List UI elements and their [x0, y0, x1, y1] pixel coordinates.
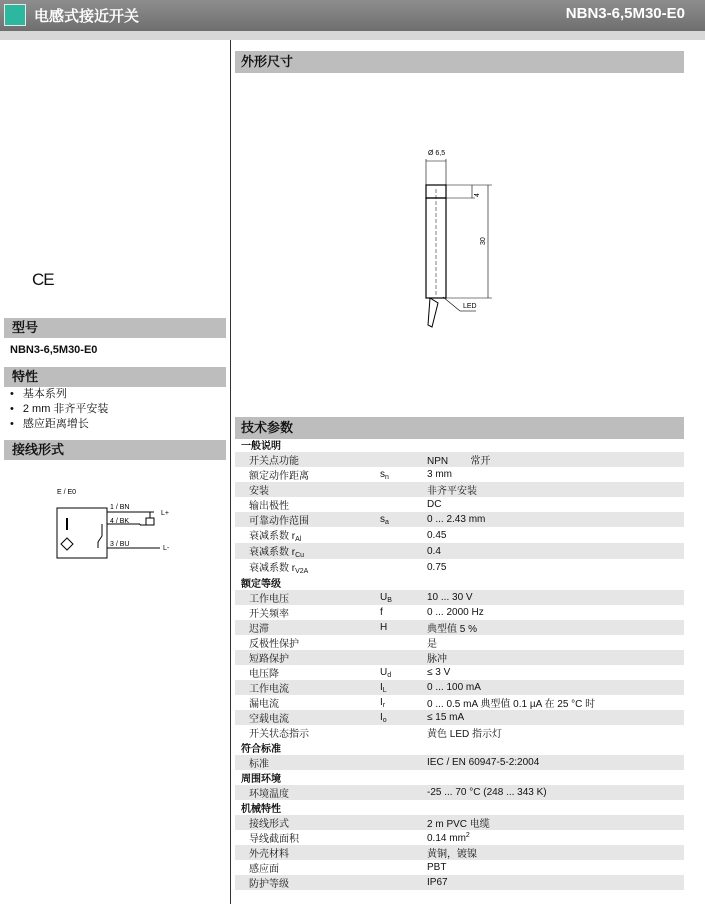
spec-value: IP67	[427, 877, 448, 888]
spec-name: 感应面	[249, 864, 279, 875]
spec-section-label: 符合标准	[241, 744, 281, 755]
spec-value-cell	[421, 695, 684, 710]
spec-row	[235, 482, 684, 497]
spec-value: 是	[427, 639, 437, 650]
spec-name: 可靠动作范围	[249, 516, 309, 527]
spec-value-cell	[421, 680, 684, 695]
spec-row	[235, 620, 684, 635]
spec-name-cell	[235, 497, 380, 512]
spec-row	[235, 650, 684, 665]
spec-name-subscript: V2A	[295, 568, 309, 575]
spec-value: 0.4	[427, 545, 441, 557]
spec-value-cell	[421, 650, 684, 665]
spec-name-cell	[235, 695, 380, 710]
spec-name-cell	[235, 680, 380, 695]
spec-name-cell	[235, 512, 380, 527]
spec-name: 工作电流	[249, 684, 289, 695]
spec-value: 2 m PVC 电缆	[427, 819, 490, 830]
spec-symbol-cell	[380, 467, 421, 482]
feature-item: • 基本系列	[10, 387, 108, 402]
spec-row	[235, 680, 684, 695]
type-heading: 型号	[4, 318, 226, 338]
spec-symbol-cell	[380, 680, 421, 695]
spec-name-cell	[235, 665, 380, 680]
specs-heading: 技术参数	[235, 417, 684, 439]
led-label: LED	[463, 303, 477, 310]
spec-name: 衰减系数 r	[249, 531, 296, 542]
spec-section-title	[235, 575, 684, 590]
spec-name: 额定动作距离	[249, 471, 309, 482]
feature-item: • 感应距离增长	[10, 417, 108, 432]
spec-value: DC	[427, 499, 442, 510]
page-header	[0, 0, 705, 31]
spec-row	[235, 860, 684, 875]
spec-row	[235, 875, 684, 890]
spec-section-title	[235, 770, 684, 785]
spec-value-superscript: 2	[465, 831, 470, 839]
spec-name-cell	[235, 785, 380, 800]
spec-row	[235, 755, 684, 770]
spec-symbol-cell	[380, 605, 421, 620]
spec-symbol-subscript: a	[385, 518, 389, 526]
switch-contact-icon	[98, 536, 102, 542]
spec-section-label: 机械特性	[241, 804, 281, 815]
spec-value-cell	[421, 725, 684, 740]
spec-name: 工作电压	[249, 594, 289, 605]
spec-symbol-subscript: r	[382, 701, 386, 709]
spec-value: 0 ... 2000 Hz	[427, 607, 484, 618]
spec-value-cell	[421, 527, 684, 543]
diameter-label: Ø 6,5	[428, 150, 446, 157]
spec-symbol-cell	[380, 830, 421, 845]
spec-name: 衰减系数 r	[249, 563, 296, 574]
spec-symbol: f	[380, 607, 383, 618]
spec-row	[235, 452, 684, 467]
spec-symbol: s	[380, 468, 385, 480]
dimensions-heading: 外形尺寸	[235, 51, 684, 73]
spec-row	[235, 785, 684, 800]
plus-label: L+	[161, 510, 169, 517]
spec-value-cell	[421, 875, 684, 890]
spec-symbol: U	[380, 666, 388, 678]
spec-symbol-cell	[380, 665, 421, 680]
spec-symbol-cell	[380, 512, 421, 527]
spec-value-cell	[421, 845, 684, 860]
spec-name-cell	[235, 452, 380, 467]
spec-symbol-cell	[380, 590, 421, 605]
spec-symbol: H	[380, 622, 388, 633]
spec-symbol-subscript: B	[387, 596, 392, 604]
spec-symbol-cell	[380, 543, 421, 559]
spec-row	[235, 559, 684, 575]
spec-name: 开关点功能	[249, 456, 299, 467]
spec-value: 0.14 mm	[427, 832, 466, 844]
spec-value: ≤ 15 mA	[427, 712, 465, 723]
spec-value: PBT	[427, 862, 447, 873]
spec-row	[235, 845, 684, 860]
spec-symbol: s	[380, 513, 385, 525]
spec-value: 非齐平安装	[427, 486, 477, 497]
head-length-label: 4	[474, 193, 481, 197]
brand-logo	[4, 4, 26, 26]
spec-symbol-cell	[380, 559, 421, 575]
spec-symbol: I	[380, 696, 383, 708]
spec-value-cell	[421, 635, 684, 650]
spec-symbol-cell	[380, 452, 421, 467]
spec-symbol: U	[380, 591, 388, 603]
spec-name: 环境温度	[249, 789, 289, 800]
spec-value: 0 ... 0.5 mA 典型值 0.1 µA 在 25 °C 时	[427, 699, 596, 710]
spec-value-cell	[421, 467, 684, 482]
spec-section-title	[235, 800, 684, 815]
spec-symbol-subscript: n	[385, 473, 389, 481]
sensor-cable	[428, 298, 438, 327]
spec-symbol-cell	[380, 635, 421, 650]
spec-name-cell	[235, 543, 380, 559]
spec-name-cell	[235, 559, 380, 575]
spec-name-cell	[235, 635, 380, 650]
spec-value-cell	[421, 710, 684, 725]
spec-name-cell	[235, 875, 380, 890]
spec-value-cell	[421, 590, 684, 605]
spec-value: 0 ... 100 mA	[427, 682, 481, 693]
spec-value-cell	[421, 482, 684, 497]
spec-row	[235, 497, 684, 512]
spec-value: NPN 常开	[427, 456, 491, 467]
spec-row	[235, 635, 684, 650]
spec-name: 导线截面积	[249, 834, 299, 845]
spec-row	[235, 512, 684, 527]
spec-name-cell	[235, 650, 380, 665]
specs-table	[235, 437, 684, 890]
spec-value-cell	[421, 830, 684, 845]
spec-value-cell	[421, 605, 684, 620]
spec-name-cell	[235, 845, 380, 860]
spec-symbol-cell	[380, 695, 421, 710]
spec-value: 0 ... 2.43 mm	[427, 514, 486, 525]
spec-section-label: 周围环境	[241, 774, 281, 785]
spec-value: 脉冲	[427, 654, 447, 665]
spec-name: 短路保护	[249, 654, 289, 665]
spec-name: 外壳材料	[249, 849, 289, 860]
spec-name-subscript: Al	[295, 536, 302, 543]
spec-name: 开关状态指示	[249, 729, 309, 740]
spec-symbol-cell	[380, 785, 421, 800]
features-list	[10, 387, 108, 432]
spec-symbol-cell	[380, 650, 421, 665]
spec-row	[235, 467, 684, 482]
spec-row	[235, 830, 684, 845]
spec-row	[235, 710, 684, 725]
spec-symbol-subscript: L	[382, 686, 387, 694]
wiring-heading: 接线形式	[4, 440, 226, 460]
spec-name: 衰减系数 r	[249, 547, 296, 558]
spec-value: IEC / EN 60947-5-2:2004	[427, 757, 540, 768]
spec-value: ≤ 3 V	[427, 667, 451, 678]
column-divider	[230, 40, 231, 904]
spec-value-cell	[421, 755, 684, 770]
spec-section-title	[235, 740, 684, 755]
dimension-drawing	[410, 145, 510, 335]
feature-item: • 2 mm 非齐平安装	[10, 402, 108, 417]
spec-symbol-cell	[380, 620, 421, 635]
wire3-label: 3 / BU	[110, 541, 130, 548]
body-length-label: 30	[480, 237, 487, 245]
minus-label: L-	[163, 545, 170, 552]
product-category-title: 电感式接近开关	[34, 8, 140, 25]
spec-section-label: 额定等级	[241, 579, 281, 590]
sensor-box	[57, 508, 107, 558]
spec-symbol: I	[380, 681, 383, 693]
spec-name-cell	[235, 725, 380, 740]
spec-row	[235, 665, 684, 680]
spec-row	[235, 815, 684, 830]
spec-symbol-cell	[380, 497, 421, 512]
spec-name: 迟滞	[249, 624, 269, 635]
spec-value-cell	[421, 815, 684, 830]
spec-name-cell	[235, 527, 380, 543]
type-value: NBN3-6,5M30-E0	[10, 344, 98, 356]
spec-name-cell	[235, 815, 380, 830]
spec-symbol-cell	[380, 845, 421, 860]
spec-name-cell	[235, 830, 380, 845]
load-icon	[146, 518, 154, 525]
spec-name-cell	[235, 467, 380, 482]
spec-row	[235, 695, 684, 710]
spec-value: 10 ... 30 V	[427, 592, 473, 603]
spec-symbol-subscript: d	[387, 671, 392, 679]
wiring-diagram	[40, 484, 190, 564]
spec-value-cell	[421, 860, 684, 875]
spec-row	[235, 725, 684, 740]
spec-value-cell	[421, 497, 684, 512]
spec-name: 输出极性	[249, 501, 289, 512]
spec-name-cell	[235, 605, 380, 620]
wire1-label: 1 / BN	[110, 504, 130, 511]
sensor-diamond-icon	[61, 538, 73, 550]
spec-symbol: I	[380, 711, 383, 723]
spec-row	[235, 590, 684, 605]
spec-value: 黄铜，镀镍	[427, 849, 477, 860]
spec-name-cell	[235, 590, 380, 605]
spec-symbol-cell	[380, 860, 421, 875]
spec-value: 0.75	[427, 561, 447, 573]
spec-name-cell	[235, 860, 380, 875]
wiring-label: E / E0	[57, 489, 77, 496]
spec-value-cell	[421, 620, 684, 635]
spec-value-cell	[421, 543, 684, 559]
spec-value-cell	[421, 665, 684, 680]
features-heading: 特性	[4, 367, 226, 387]
spec-value: 0.45	[427, 529, 447, 541]
spec-value-cell	[421, 512, 684, 527]
spec-value: 典型值 5 %	[427, 624, 478, 635]
spec-symbol-cell	[380, 755, 421, 770]
spec-name: 开关频率	[249, 609, 289, 620]
spec-value-cell	[421, 559, 684, 575]
spec-symbol-cell	[380, 815, 421, 830]
spec-name: 反极性保护	[249, 639, 299, 650]
spec-value-cell	[421, 452, 684, 467]
model-number-title: NBN3-6,5M30-E0	[565, 5, 685, 22]
spec-name: 防护等级	[249, 879, 289, 890]
spec-section-title	[235, 437, 684, 452]
spec-name-subscript: Cu	[295, 552, 305, 559]
spec-section-label: 一般说明	[241, 441, 281, 452]
spec-name-cell	[235, 710, 380, 725]
ce-mark-icon: CE	[32, 270, 54, 289]
spec-symbol-subscript: o	[382, 716, 387, 724]
spec-row	[235, 527, 684, 543]
spec-name-cell	[235, 482, 380, 497]
spec-row	[235, 605, 684, 620]
spec-symbol-cell	[380, 482, 421, 497]
spec-name-cell	[235, 755, 380, 770]
header-underbar	[0, 31, 705, 40]
spec-value: 黄色 LED 指示灯	[427, 729, 503, 740]
spec-value: 3 mm	[427, 469, 452, 480]
spec-name: 电压降	[249, 669, 279, 680]
spec-name: 漏电流	[249, 699, 279, 710]
spec-symbol-cell	[380, 875, 421, 890]
spec-value: -25 ... 70 °C (248 ... 343 K)	[427, 787, 547, 798]
spec-symbol-cell	[380, 725, 421, 740]
spec-symbol-cell	[380, 527, 421, 543]
spec-name-cell	[235, 620, 380, 635]
spec-value-cell	[421, 785, 684, 800]
wire4-label: 4 / BK	[110, 518, 130, 525]
spec-name: 空载电流	[249, 714, 289, 725]
spec-name: 安装	[249, 486, 269, 497]
spec-name: 接线形式	[249, 819, 289, 830]
spec-name: 标准	[249, 759, 269, 770]
spec-symbol-cell	[380, 710, 421, 725]
spec-row	[235, 543, 684, 559]
